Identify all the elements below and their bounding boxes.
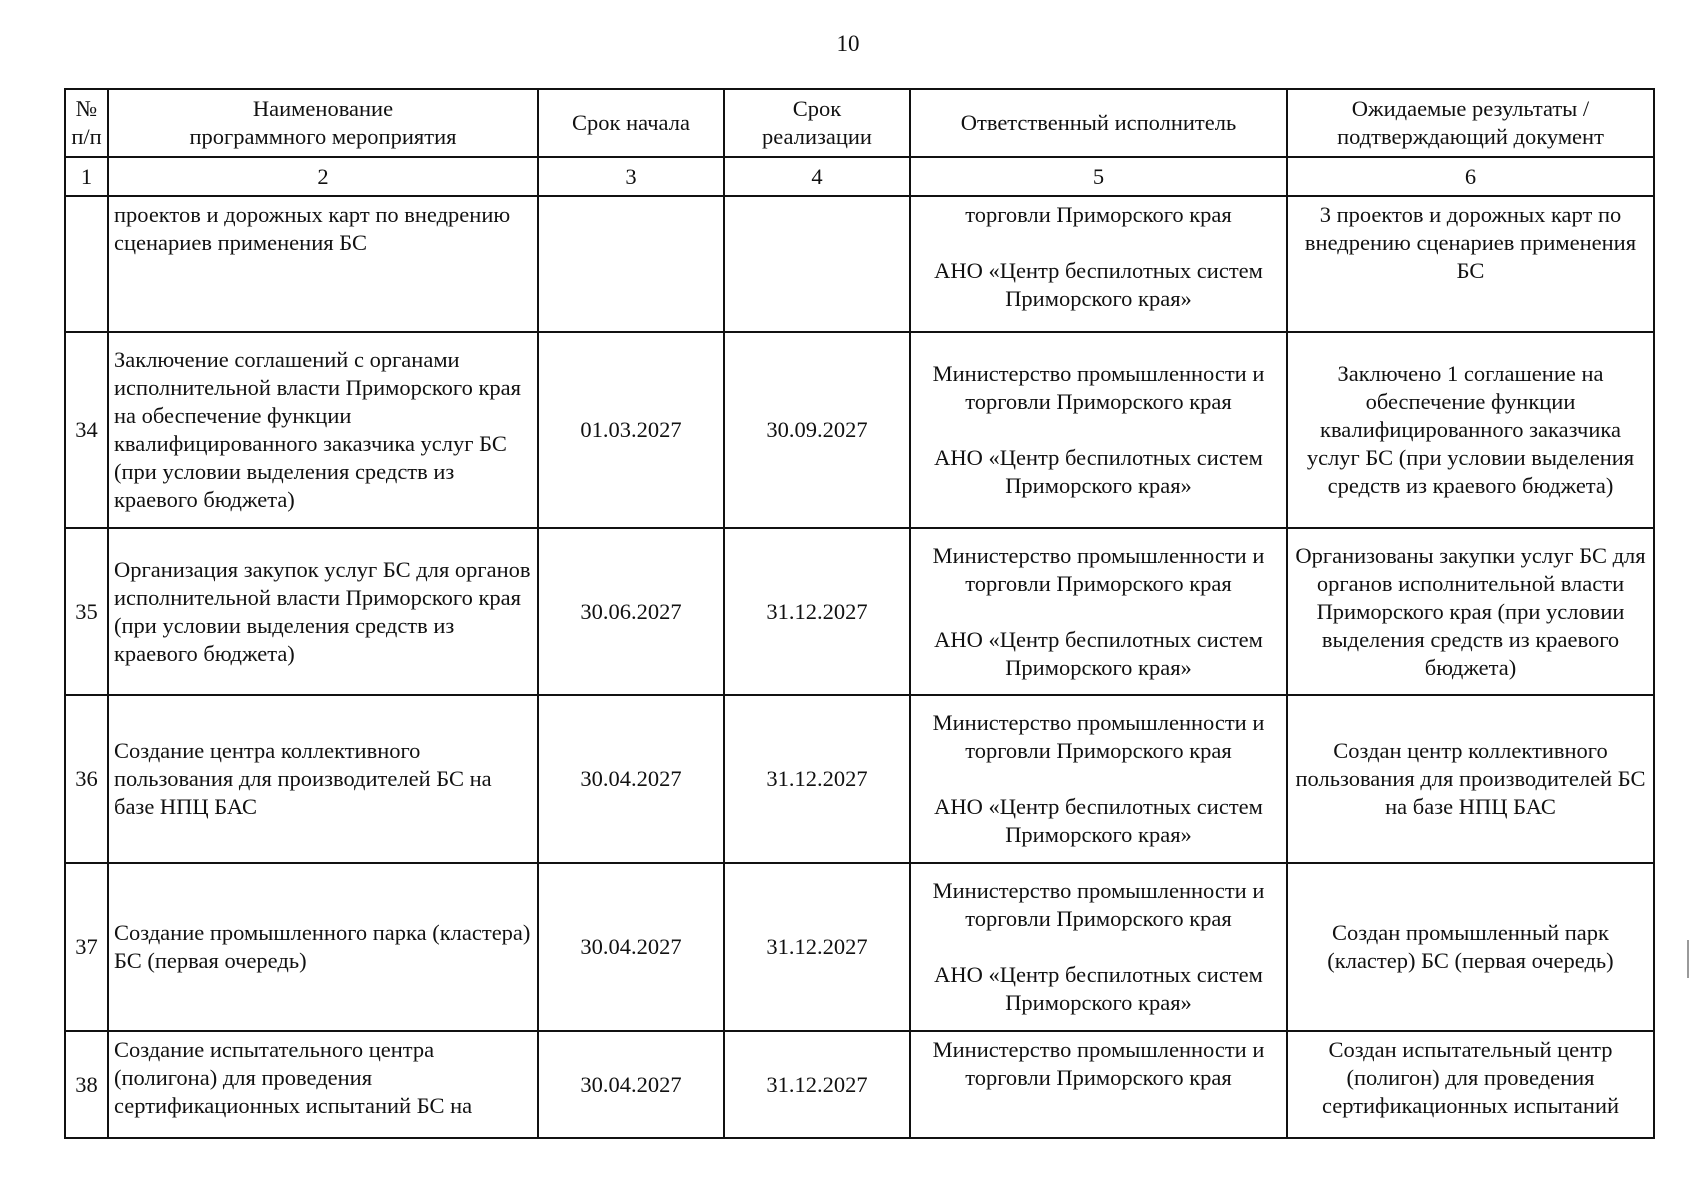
responsible-line: Министерство промышленности и торговли Приморского края bbox=[932, 1037, 1265, 1090]
header-name bbox=[108, 89, 538, 157]
responsible-line: Министерство промышленности и торговли Приморского края bbox=[932, 878, 1265, 931]
start-date: 30.04.2027 bbox=[538, 863, 724, 1031]
header-end bbox=[724, 89, 910, 157]
row-number bbox=[65, 196, 108, 332]
end-date: 30.09.2027 bbox=[724, 332, 910, 528]
expected-result: Создан центр коллективного пользования для производителей БС на базе НПЦ БАС bbox=[1287, 695, 1654, 863]
table-row bbox=[65, 863, 1654, 1031]
expected-result: Создан испытательный центр (полигон) для проведения сертификационных испытаний bbox=[1287, 1031, 1654, 1138]
activity-name: проектов и дорожных карт по внедрению сценариев применения БС bbox=[108, 196, 538, 332]
header-responsible-text: Ответственный исполнитель bbox=[960, 110, 1237, 135]
header-num bbox=[65, 89, 108, 157]
expected-result: Заключено 1 соглашение на обеспечение функции квалифицированного заказчика услуг БС (при условии выделения средств из краевого бюджета) bbox=[1287, 332, 1654, 528]
column-number: 2 bbox=[108, 157, 538, 196]
responsible-line: АНО «Центр беспилотных систем Приморского края» bbox=[934, 445, 1263, 498]
column-number: 4 bbox=[724, 157, 910, 196]
responsible-executor bbox=[910, 528, 1287, 695]
end-date: 31.12.2027 bbox=[724, 695, 910, 863]
table-row bbox=[65, 695, 1654, 863]
activity-name: Создание центра коллективного пользования для производителей БС на базе НПЦ БАС bbox=[108, 695, 538, 863]
responsible-line: торговли Приморского края bbox=[965, 202, 1232, 227]
header-result bbox=[1287, 89, 1654, 157]
table-row bbox=[65, 332, 1654, 528]
responsible-spacer bbox=[916, 933, 1281, 961]
end-date bbox=[724, 196, 910, 332]
row-number: 34 bbox=[65, 332, 108, 528]
header-result-text: Ожидаемые результаты / подтверждающий документ bbox=[1337, 96, 1604, 149]
responsible-line: АНО «Центр беспилотных систем Приморского края» bbox=[934, 962, 1263, 1015]
responsible-line: Министерство промышленности и торговли Приморского края bbox=[932, 542, 1265, 596]
start-date bbox=[538, 196, 724, 332]
column-number: 1 bbox=[65, 157, 108, 196]
header-start-text: Срок начала bbox=[572, 110, 690, 135]
header-name-text: Наименование программного мероприятия bbox=[189, 96, 457, 149]
responsible-executor bbox=[910, 863, 1287, 1031]
table-header-row bbox=[65, 89, 1654, 157]
header-responsible bbox=[910, 89, 1287, 157]
table-row bbox=[65, 528, 1654, 695]
responsible-executor bbox=[910, 332, 1287, 528]
start-date: 30.04.2027 bbox=[538, 695, 724, 863]
responsible-executor bbox=[910, 695, 1287, 863]
column-number-row bbox=[65, 157, 1654, 196]
responsible-line: Министерство промышленности и торговли Приморского края bbox=[932, 361, 1265, 414]
column-number: 3 bbox=[538, 157, 724, 196]
row-number: 36 bbox=[65, 695, 108, 863]
end-date: 31.12.2027 bbox=[724, 1031, 910, 1138]
header-num-text: № п/п bbox=[71, 96, 102, 149]
expected-result: 3 проектов и дорожных карт по внедрению сценариев применения БС bbox=[1287, 196, 1654, 332]
responsible-line: АНО «Центр беспилотных систем Приморского края» bbox=[934, 626, 1263, 680]
start-date: 01.03.2027 bbox=[538, 332, 724, 528]
responsible-spacer bbox=[916, 765, 1281, 793]
page-number: 10 bbox=[836, 31, 860, 56]
end-date: 31.12.2027 bbox=[724, 863, 910, 1031]
column-number: 6 bbox=[1287, 157, 1654, 196]
column-number: 5 bbox=[910, 157, 1287, 196]
responsible-line: Министерство промышленности и торговли Приморского края bbox=[932, 710, 1265, 763]
row-number: 35 bbox=[65, 528, 108, 695]
responsible-line: АНО «Центр беспилотных систем Приморского края» bbox=[934, 794, 1263, 847]
responsible-spacer bbox=[916, 229, 1281, 257]
table-row bbox=[65, 196, 1654, 332]
activity-name: Создание испытательного центра (полигона) для проведения сертификационных испытаний БС на bbox=[108, 1031, 538, 1138]
program-activities-table bbox=[64, 88, 1655, 1139]
table-row bbox=[65, 1031, 1654, 1138]
responsible-spacer bbox=[916, 416, 1281, 444]
end-date: 31.12.2027 bbox=[724, 528, 910, 695]
header-start bbox=[538, 89, 724, 157]
activity-name: Создание промышленного парка (кластера) БС (первая очередь) bbox=[108, 863, 538, 1031]
row-number: 37 bbox=[65, 863, 108, 1031]
responsible-spacer bbox=[916, 598, 1281, 626]
expected-result: Организованы закупки услуг БС для органов исполнительной власти Приморского края (при условии выделения средств из краевого бюджета) bbox=[1287, 528, 1654, 695]
responsible-executor bbox=[910, 196, 1287, 332]
activity-name: Организация закупок услуг БС для органов исполнительной власти Приморского края (при условии выделения средств из краевого бюджета) bbox=[108, 528, 538, 695]
expected-result: Создан промышленный парк (кластер) БС (первая очередь) bbox=[1287, 863, 1654, 1031]
activity-name: Заключение соглашений с органами исполнительной власти Приморского края на обеспечение функции квалифицированного заказчика услуг БС (при условии выделения средств из краевого бюджета) bbox=[108, 332, 538, 528]
start-date: 30.04.2027 bbox=[538, 1031, 724, 1138]
scan-edge-mark bbox=[1687, 940, 1689, 978]
start-date: 30.06.2027 bbox=[538, 528, 724, 695]
responsible-line: АНО «Центр беспилотных систем Приморского края» bbox=[934, 258, 1263, 311]
row-number: 38 bbox=[65, 1031, 108, 1138]
responsible-executor bbox=[910, 1031, 1287, 1138]
header-end-text: Срок реализации bbox=[762, 96, 872, 149]
